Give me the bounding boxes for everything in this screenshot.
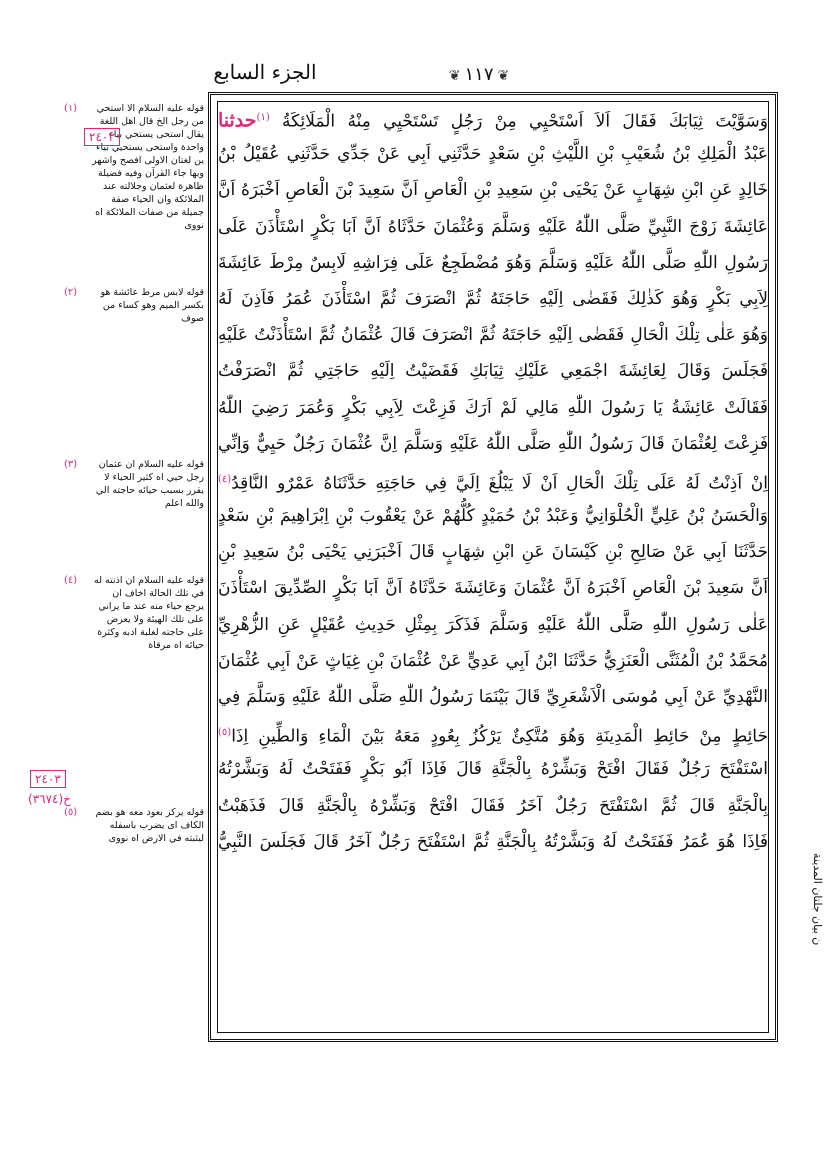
text-line: عَائِشَةَ زَوْجَ النَّبِيِّ صَلَّى اللّٰهُ عَلَيْهِ وَسَلَّمَ وَعُثْمَانَ حَدَّثَاهُ اَنَّ اَبَا بَكْرٍ اسْتَأْذَنَ عَلَى (218, 216, 768, 237)
vertical-margin-note: ن بيان جلتان المدينة (811, 852, 824, 945)
text-line: اِنْ اَذِنْتُ لَهُ عَلَى تِلْكَ الْحَالِ اَنْ لَا يَبْلُغَ اِلَيَّ فِي حَاجَتِهِ حَدَّثَنَاهُ عَمْرٌو النَّاقِدُ$^{(٤)}$ (218, 473, 768, 494)
text-line: بِالْجَنَّةِ قَالَ ثُمَّ اسْتَفْتَحَ رَجُلٌ آخَرُ فَقَالَ افْتَحْ وَبَشِّرْهُ بِالْجَنَّةِ قَالَ فَذَهَبْتُ (218, 795, 768, 816)
text-line: فَقَالَتْ عَائِشَةُ يَا رَسُولَ اللّٰهِ مَالِي لَمْ اَرَكَ فَزِعْتَ لِاَبِي بَكْرٍ وَعُمَرَ رَضِيَ اللّٰهُ (218, 397, 768, 418)
text-line: وَسَوَّيْتَ ثِيَابَكَ فَقَالَ اَلاَ اَسْتَحْيِي مِنْ رَجُلٍ تَسْتَحْيِي مِنْهُ الْمَلَائِكَةُ $^{(١)}$حدثنا (218, 109, 768, 132)
hadith-ref-number: ٢٤٠٣ (30, 770, 66, 788)
text-line: رَسُولِ اللّٰهِ صَلَّى اللّٰهُ عَلَيْهِ وَسَلَّمَ وَهُوَ مُضْطَجِعٌ عَلَى فِرَاشِهِ لَابِسٌ مِرْطَ عَائِشَةَ (218, 252, 768, 273)
volume-title: الجزء السابع (213, 60, 317, 84)
haddathana-marker: حدثنا (218, 109, 257, 132)
text-line: عَلٰى رَسُولِ اللّٰهِ صَلَّى اللّٰهُ عَلَيْهِ وَسَلَّمَ فَذَكَرَ بِمِثْلِ حَدِيثِ عُقَيْلٍ عَنِ الزُّهْرِيِّ (218, 614, 768, 635)
text-line: وَالْحَسَنُ بْنُ عَلِيٍّ الْحُلْوَانِيُّ وَعَبْدُ بْنُ حُمَيْدٍ كُلُّهُمْ عَنْ يَعْقُوبَ بْنِ اِبْرَاهِيمَ بْنِ سَعْدٍ (218, 506, 768, 527)
text-line: اسْتَفْتَحَ رَجُلٌ فَقَالَ افْتَحْ وَبَشِّرْهُ بِالْجَنَّةِ قَالَ فَاِذَا اَبُو بَكْرٍ فَفَتَحْتُ لَهُ وَبَشَّرْتُهُ (218, 759, 768, 780)
text-line: لِاَبِي بَكْرٍ وَهُوَ كَذٰلِكَ فَقَضٰى اِلَيْهِ حَاجَتَهُ ثُمَّ انْصَرَفَ ثُمَّ اسْتَأْذَنَ عُمَرُ فَاَذِنَ لَهُ (218, 288, 768, 309)
text-line: حَدَّثَنَا اَبِي عَنْ صَالِحِ بْنِ كَيْسَانَ عَنِ ابْنِ شِهَابٍ قَالَ اَخْبَرَنِي يَحْيَى بْنُ سَعِيدِ بْنِ (218, 542, 768, 563)
page-number: ❦ ١١٧ ❦ (424, 64, 534, 85)
text-line: فَاِذَا هُوَ عُمَرُ فَفَتَحْتُ لَهُ وَبَشَّرْتُهُ بِالْجَنَّةِ ثُمَّ اسْتَفْتَحَ رَجُلٌ آخَرُ قَالَ فَجَلَسَ النَّبِيُّ (218, 831, 768, 852)
text-line: فَزِعْتَ لِعُثْمَانَ قَالَ رَسُولُ اللّٰهِ صَلَّى اللّٰهُ عَلَيْهِ وَسَلَّمَ اِنَّ عُثْمَانَ رَجُلٌ حَيِيٌّ وَاِنِّي (218, 433, 768, 454)
text-line: وَهُوَ عَلٰى تِلْكَ الْحَالِ فَقَضٰى اِلَيْهِ حَاجَتَهُ ثُمَّ انْصَرَفَ قَالَ عُثْمَانُ ثُمَّ اسْتَأْذَنْتُ عَلَيْهِ (218, 325, 768, 346)
text-line: اَنَّ سَعِيدَ بْنَ الْعَاصِ اَخْبَرَهُ اَنَّ عُثْمَانَ وَعَائِشَةَ حَدَّثَاهُ اَنَّ اَبَا بَكْرٍ الصِّدِّيقَ اسْتَأْذَنَ (218, 578, 768, 599)
text-line: فَجَلَسَ وَقَالَ لِعَائِشَةَ اجْمَعِي عَلَيْكِ ثِيَابَكِ فَقَضَيْتُ اِلَيْهِ حَاجَتِي ثُمَّ انْصَرَفْتُ (218, 361, 768, 382)
hadith-text (218, 100, 768, 1030)
text-line: خَالِدٍ عَنِ ابْنِ شِهَابٍ عَنْ يَحْيَى بْنِ سَعِيدِ بْنِ الْعَاصِ اَنَّ سَعِيدَ بْنَ الْعَاصِ اَخْبَرَهُ اَنَّ (218, 180, 768, 201)
text-line: عَبْدُ الْمَلِكِ بْنُ شُعَيْبِ بْنِ اللَّيْثِ بْنِ سَعْدٍ حَدَّثَنِي اَبِي عَنْ جَدِّي حَدَّثَنِي عُقَيْلُ بْنُ (218, 144, 768, 165)
text-line: النَّهْدِيِّ عَنْ اَبِي مُوسَى الْاَشْعَرِيِّ قَالَ بَيْنَمَا رَسُولُ اللّٰهِ صَلَّى اللّٰهُ عَلَيْهِ وَسَلَّمَ فِي (218, 687, 768, 707)
text-line: مُحَمَّدُ بْنُ الْمُثَنَّى الْعَنَزِيُّ حَدَّثَنَا ابْنُ اَبِي عَدِيٍّ عَنْ عُثْمَانَ بْنِ غِيَاثٍ عَنْ اَبِي عُثْمَانَ (218, 650, 768, 671)
cross-ref: خ(٣٦٧٤) (28, 792, 71, 806)
text-line: حَائِطٍ مِنْ حَائِطِ الْمَدِينَةِ وَهُوَ مُتَّكِئٌ يَرْكُزُ بِعُودٍ مَعَهُ بَيْنَ الْمَاءِ وَالطِّينِ اِذَا$^{(٥)}$ (218, 726, 768, 747)
hadith-ref-number: ٢٤٠٢ (84, 128, 120, 146)
